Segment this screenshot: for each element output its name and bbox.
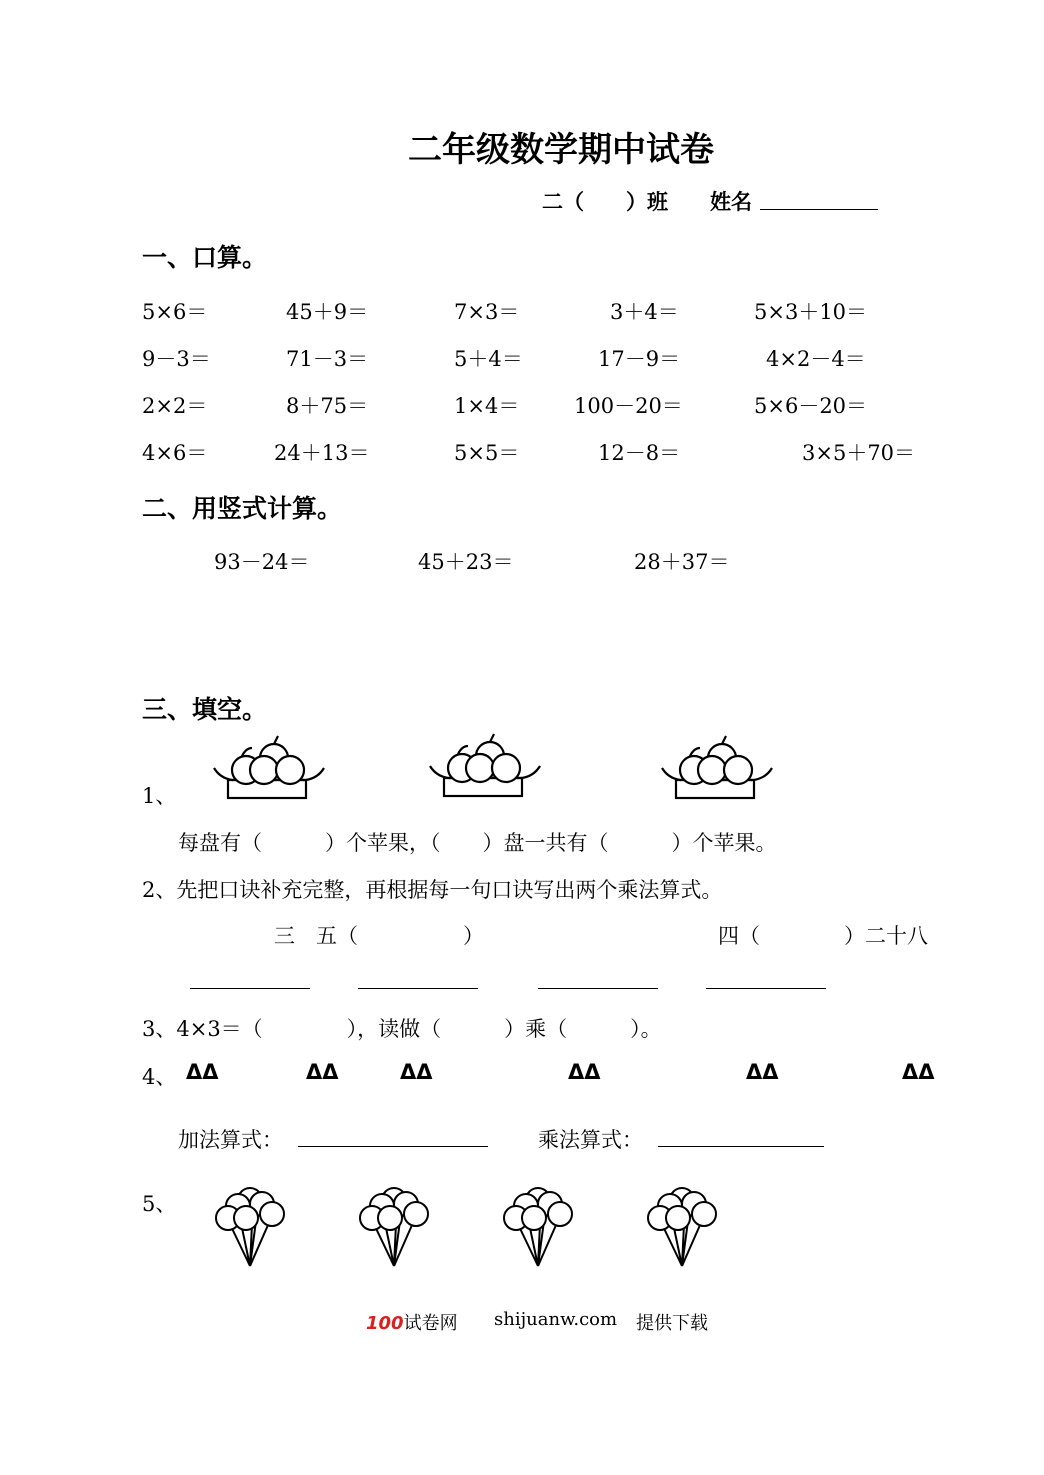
balloon-bunch-icon xyxy=(356,1186,432,1270)
answer-blank[interactable] xyxy=(706,988,826,989)
oral-problem: 5×3＋10＝ xyxy=(754,300,868,324)
answer-blank[interactable] xyxy=(190,988,310,989)
oral-problem: 5×6－20＝ xyxy=(754,394,868,418)
addition-label: 加法算式： xyxy=(178,1128,283,1152)
class-label: 二（ ）班 xyxy=(542,190,668,214)
apple-plate-icon xyxy=(212,734,326,802)
q1-text: 每盘有（ ）个苹果，（ ）盘一共有（ ）个苹果。 xyxy=(178,831,777,855)
balloon-bunch-icon xyxy=(500,1186,576,1270)
section3-heading: 三、填空。 xyxy=(142,695,268,724)
triangle-group: ΔΔ xyxy=(400,1060,433,1084)
oral-problem: 1×4＝ xyxy=(454,394,520,418)
triangle-group: ΔΔ xyxy=(568,1060,601,1084)
oral-problem: 71－3＝ xyxy=(286,347,369,371)
oral-problem: 3＋4＝ xyxy=(610,300,679,324)
multiplication-blank[interactable] xyxy=(658,1146,824,1147)
q4-number: 4、 xyxy=(142,1065,177,1089)
triangle-group: ΔΔ xyxy=(186,1060,219,1084)
apple-plate-icon xyxy=(660,734,774,802)
answer-blank[interactable] xyxy=(538,988,658,989)
oral-problem: 45＋9＝ xyxy=(286,300,369,324)
oral-problem: 2×2＝ xyxy=(142,394,208,418)
site-logo: 100 xyxy=(366,1313,404,1334)
triangle-group: ΔΔ xyxy=(902,1060,935,1084)
name-label: 姓名 xyxy=(710,190,752,214)
oral-problem: 5×6＝ xyxy=(142,300,208,324)
balloon-bunch-icon xyxy=(644,1186,720,1270)
oral-problem: 4×6＝ xyxy=(142,441,208,465)
oral-problem: 4×2－4＝ xyxy=(766,347,866,371)
oral-problem: 5＋4＝ xyxy=(454,347,523,371)
q2-right-verse: 四（ ）二十八 xyxy=(718,924,928,948)
oral-problem: 100－20＝ xyxy=(574,394,683,418)
oral-problem: 5×5＝ xyxy=(454,441,520,465)
oral-problem: 8＋75＝ xyxy=(286,394,369,418)
vertical-problem: 45＋23＝ xyxy=(418,550,514,574)
oral-problem: 24＋13＝ xyxy=(274,441,370,465)
q2-text: 2、先把口诀补充完整，再根据每一句口诀写出两个乘法算式。 xyxy=(142,878,723,902)
site-name: 试卷网 xyxy=(403,1313,458,1334)
balloon-bunch-icon xyxy=(212,1186,288,1270)
addition-blank[interactable] xyxy=(298,1146,488,1147)
q1-number: 1、 xyxy=(142,784,177,808)
footer xyxy=(366,1309,458,1335)
q5-number: 5、 xyxy=(142,1192,177,1216)
oral-problem: 7×3＝ xyxy=(454,300,520,324)
multiplication-label: 乘法算式： xyxy=(538,1128,643,1152)
oral-problem: 9－3＝ xyxy=(142,347,211,371)
footer-suffix: 提供下载 xyxy=(636,1313,708,1334)
vertical-problem: 28＋37＝ xyxy=(634,550,730,574)
oral-problem: 12－8＝ xyxy=(598,441,681,465)
section2-heading: 二、用竖式计算。 xyxy=(142,494,343,523)
q2-left-verse: 三 五（ ） xyxy=(274,924,484,948)
page-title: 二年级数学期中试卷 xyxy=(408,130,714,170)
vertical-problem: 93－24＝ xyxy=(214,550,310,574)
oral-problem: 17－9＝ xyxy=(598,347,681,371)
apple-plate-icon xyxy=(428,732,542,800)
oral-problem: 3×5＋70＝ xyxy=(802,441,916,465)
triangle-group: ΔΔ xyxy=(306,1060,339,1084)
triangle-group: ΔΔ xyxy=(746,1060,779,1084)
name-blank[interactable] xyxy=(760,209,878,210)
site-url[interactable]: shijuanw.com xyxy=(494,1309,618,1330)
section1-heading: 一、口算。 xyxy=(142,243,268,272)
answer-blank[interactable] xyxy=(358,988,478,989)
q3-text: 3、4×3＝（ ），读做（ ）乘（ ）。 xyxy=(142,1017,662,1041)
